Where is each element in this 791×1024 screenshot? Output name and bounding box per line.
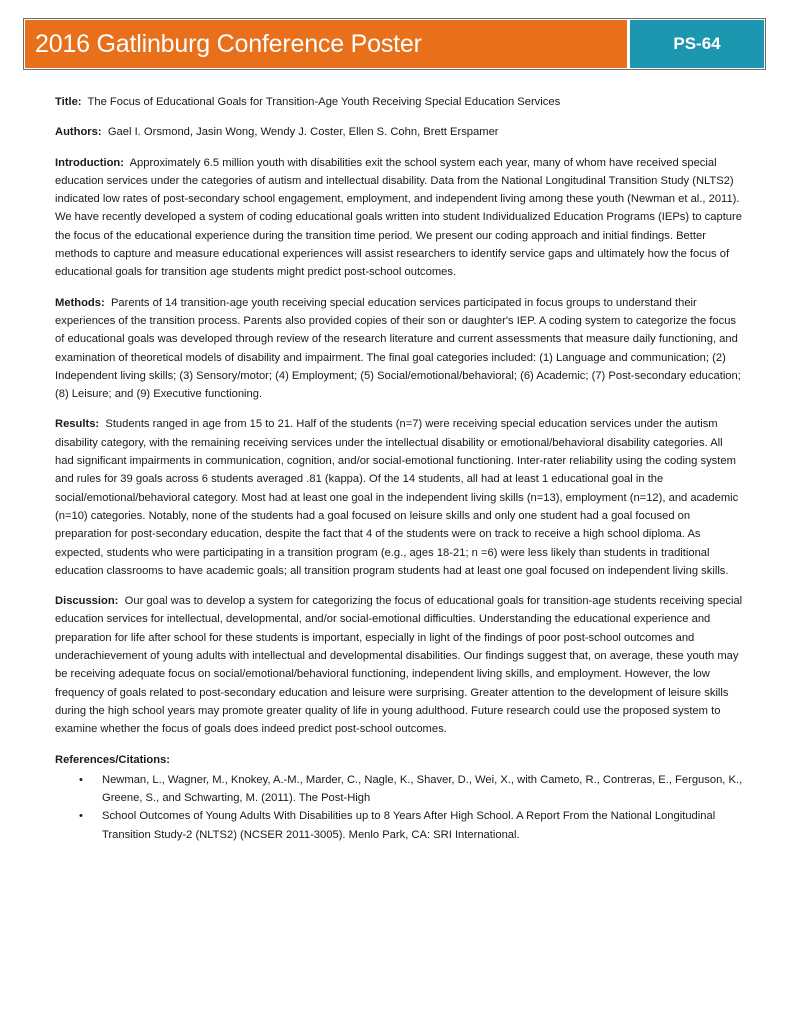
- poster-banner: [23, 18, 766, 70]
- results-label: Results:: [55, 418, 100, 431]
- references-heading: References/Citations:: [55, 753, 171, 766]
- authors-text: Gael I. Orsmond, Jasin Wong, Wendy J. Coster, Ellen S. Cohn, Brett Erspamer: [107, 126, 499, 139]
- title-section: [55, 93, 743, 111]
- reference-text: School Outcomes of Young Adults With Disabilities up to 8 Years After High School. A Report From the National Longitudinal Transition Study-2 (NLTS2) (NCSER 2011-3005). Menlo Park, CA: SRI International.: [102, 810, 716, 841]
- discussion-section: [55, 592, 743, 738]
- reference-item: [55, 807, 743, 844]
- discussion-label: Discussion:: [55, 595, 119, 608]
- references-list: [55, 771, 743, 844]
- results-text: Students ranged in age from 15 to 21. Half of the students (n=7) were receiving special education services under the autism disability category, with the remaining receiving services under the intellectual disability or emotional/behavioral disability categories. All had significant impairments in communication, cognition, and/or social-emotional functioning. Inter-rater reliability using the coding system and rules for 39 goals across 6 students averaged .81 (kappa). Of the 14 students, all had at least 1 educational goal in the social/emotional/behavioral category. Most had at least one goal in the independent living skills (n=13), employment (n=12), and academic (n=10) categories. Notably, none of the students had a goal focused on leisure skills and only one student had a goal focused on preparation for post-secondary education, despite the fact that 4 of the students were on track to receive a high school diploma. As expected, students who were participating in a transition program (e.g., ages 18-21; n =6) were less likely than students in traditional education classrooms to have academic goals; all transition program students had at least one goal focused on independent living skills.: [55, 418, 739, 577]
- bullet-icon: •: [79, 810, 83, 823]
- methods-text: Parents of 14 transition-age youth receiving special education services participated in focus groups to understand their experiences of the transition process. Parents also provided copies of their son or daughter's IEP. A coding system to categorize the focus of educational goals was developed through review of the research literature and current assessments that measure daily functioning, and examination of theoretical models of disability and impairment. The final goal categories included: (1) Language and communication; (2) Independent living skills; (3) Sensory/motor; (4) Employment; (5) Social/emotional/behavioral; (6) Academic; (7) Post-secondary education; (8) Leisure; and (9) Executive functioning.: [55, 296, 741, 401]
- introduction-section: [55, 154, 743, 282]
- bullet-icon: •: [79, 773, 83, 786]
- abstract-body: [55, 93, 743, 844]
- discussion-text: Our goal was to develop a system for categorizing the focus of educational goals for transition-age students receiving special education services for intellectual, developmental, and/or social-emotional difficulties. Understanding the educational experience and preparation for life after school for these students is important, especially in light of the findings of poor post-school outcomes and underachievement of young adults with intellectual and developmental disabilities. Our findings suggest that, on average, these youth may be receiving adequate focus on social/emotional/behavioral functioning, independent living skills, and employment. However, the low frequency of goals related to post-secondary education and leisure were surprising. Greater attention to the development of leisure skills during the high school years may promote greater quality of life in young adulthood. Future research could use the proposed system to examine whether the focus of goals does indeed predict post-school outcomes.: [55, 595, 743, 736]
- reference-text: Newman, L., Wagner, M., Knokey, A.-M., Marder, C., Nagle, K., Shaver, D., Wei, X., with Cameto, R., Contreras, E., Ferguson, K., Greene, S., and Schwarting, M. (2011). The Post-High: [102, 773, 743, 805]
- introduction-text: Approximately 6.5 million youth with disabilities exit the school system each year, many of whom have received special education services under the categories of autism and intellectual disability. Data from the National Longitudinal Transition Study (NLTS2) indicated low rates of post-secondary school engagement, employment, and independent living among these youth (Newman et al., 2011). We have recently developed a system of coding educational goals written into student Individualized Education Programs (IEPs) to capture the focus of the educational experience during the transition time period. We present our coding approach and initial findings. Better methods to capture and measure educational experiences will assist researchers to identify service gaps and ultimately how the focus of educational goals for transition age students might predict post-school outcomes.: [55, 156, 742, 279]
- title-label: Title:: [55, 96, 82, 108]
- methods-section: [55, 294, 743, 404]
- reference-item: [55, 771, 743, 808]
- conference-title: 2016 Gatlinburg Conference Poster: [25, 20, 627, 68]
- methods-label: Methods:: [55, 296, 105, 309]
- title-text: The Focus of Educational Goals for Transition-Age Youth Receiving Special Education Services: [87, 96, 561, 108]
- poster-code-badge: PS-64: [630, 20, 764, 68]
- authors-label: Authors:: [55, 126, 102, 139]
- introduction-label: Introduction:: [55, 156, 124, 169]
- authors-section: [55, 123, 743, 141]
- results-section: [55, 415, 743, 580]
